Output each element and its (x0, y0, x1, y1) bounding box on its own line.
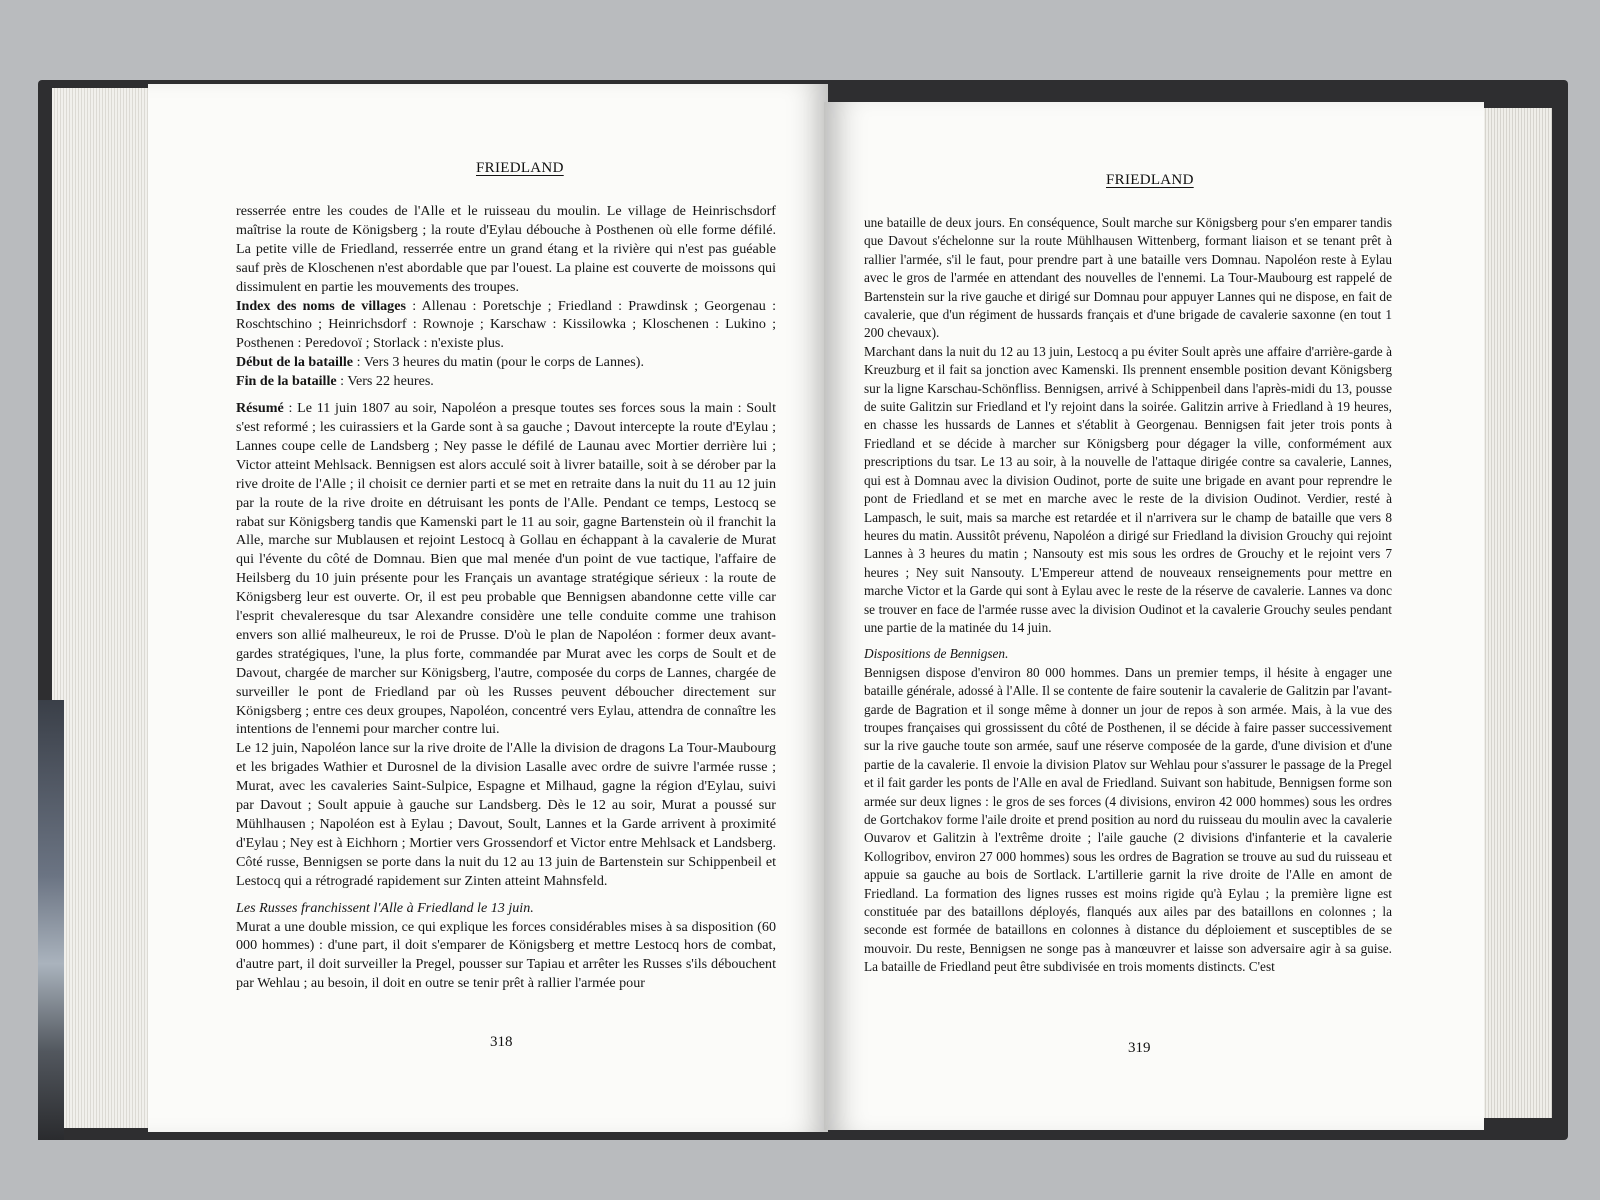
running-header: FRIEDLAND (476, 160, 564, 176)
field-text: : Le 11 juin 1807 au soir, Napoléon a presque toutes ses forces sous la main : Soult s'est reformé ; les cuirassiers et la Garde sont à sa gauche ; Davout intercepte la route d'Eylau ; Lannes coupe celle de Landsberg ; Ney passe le défilé de Launau avec Mortier derrière lui ; Victor atteint Mehlsack. Bennigsen est alors acculé soit à livrer bataille, soit à se dérober par la rive droite de l'Alle ; il choisit ce dernier parti et se met en retraite dans la nuit du 11 au 12 juin par la route de la rive droite en détruisant les ponts de l'Alle. Pendant ce temps, Lestocq se rabat sur Königsberg tandis que Kamenski part le 11 au soir, gagne Bartenstein où il franchit la Alle, marche sur Mublausen et rejoint Lestocq à Gollau en échappant à la cavalerie de Murat qui l'évente du côté de Domnau. Bien que mal menée d'un point de vue tactique, l'affaire de Heilsberg du 10 juin présente pour les Français un avantage stratégique sérieux : la route de Königsberg leur est ouverte. Or, il est peu probable que Bennigsen abandonne cette ville car l'esprit chevaleresque du tsar Alexandre considère une telle conduite comme une trahison envers son allié malheureux, le roi de Prusse. D'où le plan de Napoléon : former deux avant-gardes stratégiques, l'une, la plus forte, commandée par Murat avec les corps de Soult et de Davout, chargée de marcher sur Königsberg, l'autre, composée du corps de Lannes, chargée de surveiller le pont de Friedland par où les Russes peuvent déboucher directement sur Königsberg ; entre ces deux groupes, Napoléon, concentré vers Eylau, attendra de connaître les intentions de l'ennemi pour marcher contre lui. (236, 400, 776, 738)
paragraph: Murat a une double mission, ce qui explique les forces considérables mises à sa disposition (60 000 hommes) : d'une part, il doit s'emparer de Königsberg et mettre Lestocq hors de combat, d'autre part, il doit surveiller la Pregel, pousser sur Tapiau et arrêter les Russes s'ils débouchent par Wehlau ; au besoin, il doit en outre se tenir prêt à rallier l'armée pour (236, 918, 776, 992)
field-label: Fin de la bataille (236, 373, 337, 390)
paragraph: resserrée entre les coudes de l'Alle et le ruisseau du moulin. Le village de Heinrischsdorf maîtrise la route de Königsberg ; la route d'Eylau débouche à Posthenen où elle forme défilé. La petite ville de Friedland, resserrée entre un grand étang et la rivière qui n'est pas guéable sauf près de Kloschenen n'est abordable que par l'ouest. La plaine est couverte de moissons qui dissimulent en partie les mouvements des troupes. (236, 203, 776, 295)
right-page-edges (1480, 108, 1552, 1118)
left-page (148, 84, 828, 1132)
section-heading: Les Russes franchissent l'Alle à Friedland le 13 juin. (236, 899, 534, 916)
right-page (824, 102, 1484, 1130)
field-text: : Vers 22 heures. (336, 373, 434, 390)
page-number: 319 (1128, 1040, 1151, 1056)
field-text: : Vers 3 heures du matin (pour le corps de Lannes). (353, 354, 644, 371)
field-label: Début de la bataille (236, 354, 354, 371)
page-number: 318 (490, 1034, 513, 1050)
paragraph (236, 399, 776, 739)
paragraph: Marchant dans la nuit du 12 au 13 juin, Lestocq a pu éviter Soult après une affaire d'arrière-garde à Kreuzburg et il fait sa jonction avec Kamenski. Ils prennent ensemble position devant Königsberg sur la ligne Karschau-Schönfliss. Bennigsen, arrivé à Schippenbeil dans l'après-midi du 13, pousse de suite Galitzin sur Friedland et l'y rejoint dans la soirée. Galitzin arrive à Friedland à 19 heures, en chasse les hussards de Lannes et s'établit à Georgenau. Bennigsen fait jeter trois ponts à Friedland et se décide à marcher sur Königsberg pour dégager la ville, conformément aux prescriptions du tsar. Le 13 au soir, à la nouvelle de l'attaque dirigée contre sa cavalerie, Lannes, qui est à Domnau avec la division Oudinot, porte de suite une brigade en avant pour reprendre le pont de Friedland et se met en marche avec le reste de la division Oudinot. Verdier, resté à Lampasch, le suit, mais sa marche est retardée et il n'arrivera sur le champ de bataille que vers 8 heures du matin. Aussitôt prévenu, Napoléon a dirigé sur Friedland la division Grouchy qui rejoint Lannes à 3 heures du matin ; Nansouty est mis sous les ordres de Grouchy et le rejoint vers 7 heures ; Ney suit Nansouty. L'Empereur attend de nouveaux renseignements pour mettre en marche Victor et la Garde qui sont à Eylau avec le reste de la réserve de cavalerie. Lannes va donc se trouver en face de l'armée russe avec la division Oudinot et la cavalerie Grouchy seules pendant une partie de la matinée du 14 juin. (864, 343, 1392, 635)
page-body (864, 214, 1392, 977)
section-heading: Dispositions de Bennigsen. (864, 646, 1009, 662)
paragraph: une bataille de deux jours. En conséquence, Soult marche sur Königsberg pour s'en emparer tandis que Davout s'échelonne sur la route Mühlhausen Wittenberg, formant liaison et se tenant prêt à rallier l'armée, s'il le faut, pour prendre part à une bataille vers Domnau. Napoléon reste à Eylau avec le gros de l'armée en attendant des nouvelles de l'ennemi. La Tour-Maubourg est rappelé de Bartenstein sur la rive gauche et dirigé sur Domnau pour appuyer Lannes qui ne dispose, en fait de cavalerie, que d'un régiment de hussards français et d'une brigade de cavalerie saxonne (en tout 1 200 chevaux). (864, 215, 1392, 341)
field-label: Index des noms de villages (236, 297, 406, 314)
paragraph (236, 353, 776, 372)
field-text: : Allenau : Poretschje ; Friedland : Prawdinsk ; Georgenau : Roschtschino ; Heinrichsdorf : Rownoje ; Karschaw : Kissilowka ; Kloschenen : Lukino ; Posthenen : Peredovoï ; Storlack : n'existe plus. (236, 297, 777, 352)
field-label: Résumé (236, 400, 284, 417)
left-page-edges (52, 88, 148, 1128)
running-header: FRIEDLAND (1106, 172, 1194, 188)
paragraph: Le 12 juin, Napoléon lance sur la rive droite de l'Alle la division de dragons La Tour-Maubourg et les brigades Wathier et Durosnel de la division Lasalle avec ordre de suivre l'armée russe ; Murat, avec les cavaleries Saint-Sulpice, Espagne et Milhaud, gagne la région d'Eylau, suivi par Davout ; Soult appuie à gauche sur Landsberg. Dès le 12 au soir, Murat a poussé sur Mühlhausen ; Napoléon est à Eylau ; Davout, Soult, Lannes et la Garde arrivent à proximité d'Eylau ; Ney est à Eichhorn ; Mortier vers Grossendorf et Victor entre Mehlsack et Landsberg. Côté russe, Bennigsen se porte dans la nuit du 12 au 13 juin de Bartenstein sur Schippenbeil et Lestocq qui a rétrogradé rapidement sur Zinten atteint Mahnsfeld. (236, 740, 776, 889)
paragraph (236, 372, 776, 391)
paragraph (236, 297, 776, 354)
paragraph: Bennigsen dispose d'environ 80 000 hommes. Dans un premier temps, il hésite à engager une bataille générale, adossé à l'Alle. Il se contente de faire soutenir la cavalerie de Galitzin par l'avant-garde de Bagration et il songe même à donner un jour de repos à son armée. Mais, à la vue des troupes françaises qui grossissent du côté de Posthenen, il se décide à faire passer successivement sur la rive gauche toute son armée, sauf une réserve composée de la garde, d'une division et d'une partie de la cavalerie. Il envoie la division Platov sur Wehlau pour s'assurer le passage de la Pregel et il fait garder les ponts de l'Alle en aval de Friedland. Suivant son habitude, Bennigsen forme son armée sur deux lignes : le gros de ses forces (4 divisions, environ 42 000 hommes) sous les ordres de Gortchakov forme l'aile droite et prend position au nord du ruisseau du moulin avec la cavalerie Ouvarov et Galitzin à l'extrême droite ; l'aile gauche (2 divisions d'infanterie et la cavalerie Kollogribov, environ 27 000 hommes) sous les ordres de Bagration se trouve au sud du ruisseau et appuie sa gauche au bois de Sortlack. L'artillerie garnit la rive droite de l'Alle en amont de Friedland. La formation des lignes russes est moins rigide qu'à Eylau ; la première ligne est constituée par des bataillons déployés, flanqués aux ailes par des bataillons en colonnes ; la seconde est formée de bataillons en colonnes à distance du déploiement et susceptibles de se mouvoir. Du reste, Bennigsen ne songe pas à manœuvrer et laisse son adversaire agir à sa guise. La bataille de Friedland peut être subdivisée en trois moments distincts. C'est (864, 664, 1392, 975)
book-cover-edge (38, 700, 64, 1140)
page-body (236, 202, 776, 993)
